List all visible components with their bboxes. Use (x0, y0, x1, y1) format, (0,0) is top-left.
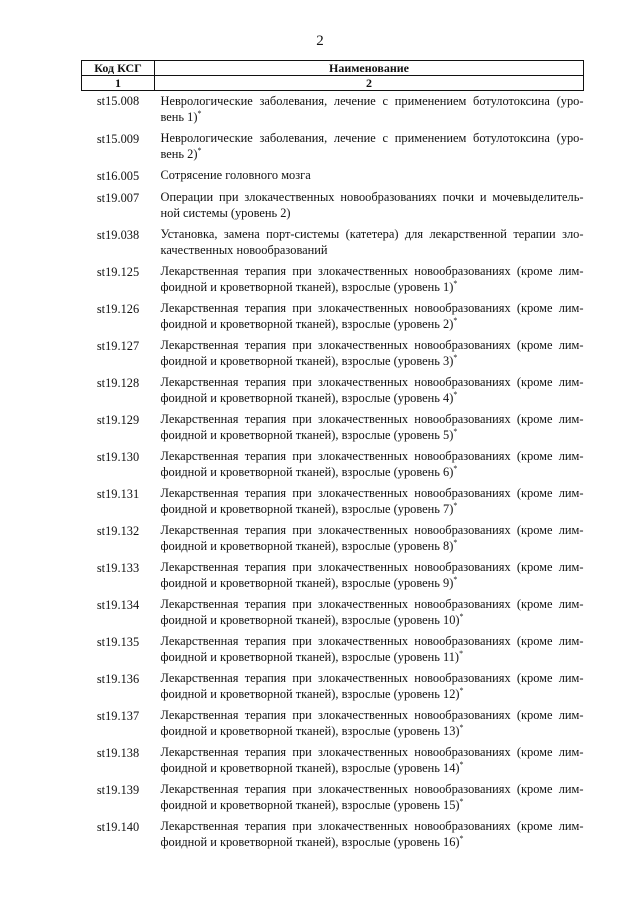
row-name: Лекарственная терапия при злокачественных новообразованиях (кроме лим-фоидной и кроветворной тканей), взрослые (уровень 1) (160, 264, 584, 294)
table-row (82, 91, 584, 131)
table-row (82, 226, 584, 263)
footnote-mark: * (459, 612, 464, 621)
footnote-mark: * (453, 538, 458, 547)
row-name-cell (155, 167, 584, 189)
footnote-mark: * (453, 390, 458, 399)
row-name: Лекарственная терапия при злокачественных новообразованиях (кроме лим-фоидной и кроветворной тканей), взрослые (уровень 2) (160, 301, 584, 331)
row-name-cell (155, 374, 584, 411)
row-name: Лекарственная терапия при злокачественных новообразованиях (кроме лим-фоидной и кроветворной тканей), взрослые (уровень 4) (160, 375, 584, 405)
table-row (82, 485, 584, 522)
row-name: Лекарственная терапия при злокачественных новообразованиях (кроме лим-фоидной и кроветворной тканей), взрослые (уровень 12) (160, 671, 584, 701)
row-code: st16.005 (96, 169, 140, 183)
footnote-mark: * (459, 797, 464, 806)
row-name: Неврологические заболевания, лечение с применением ботулотоксина (уро-вень 1) (160, 94, 584, 124)
footnote-mark: * (197, 146, 202, 155)
table-row (82, 411, 584, 448)
row-code: st19.136 (96, 672, 140, 686)
footnote-mark: * (453, 427, 458, 436)
footnote-mark: * (197, 109, 202, 118)
row-name: Сотрясение головного мозга (160, 168, 311, 182)
row-name-cell (155, 226, 584, 263)
row-name: Лекарственная терапия при злокачественных новообразованиях (кроме лим-фоидной и кроветворной тканей), взрослые (уровень 10) (160, 597, 584, 627)
footnote-mark: * (459, 723, 464, 732)
row-code: st19.137 (96, 709, 140, 723)
row-code: st19.125 (96, 265, 140, 279)
column-number-2: 2 (155, 76, 584, 91)
row-code: st19.007 (96, 191, 140, 205)
footnote-mark: * (459, 686, 464, 695)
row-name-cell (155, 522, 584, 559)
row-name-cell (155, 781, 584, 818)
row-name-cell (155, 596, 584, 633)
row-code: st19.126 (96, 302, 140, 316)
row-code: st19.140 (96, 820, 140, 834)
table-row (82, 130, 584, 167)
row-name-cell (155, 263, 584, 300)
footnote-mark: * (453, 316, 458, 325)
row-code: st19.127 (96, 339, 140, 353)
table-row (82, 167, 584, 189)
row-name-cell (155, 744, 584, 781)
row-name-cell (155, 818, 584, 855)
row-name: Лекарственная терапия при злокачественных новообразованиях (кроме лим-фоидной и кроветворной тканей), взрослые (уровень 16) (160, 819, 584, 849)
table-body (82, 91, 584, 856)
footnote-mark: * (453, 464, 458, 473)
table-row (82, 337, 584, 374)
row-name-cell (155, 189, 584, 226)
row-name: Лекарственная терапия при злокачественных новообразованиях (кроме лим-фоидной и кроветворной тканей), взрослые (уровень 8) (160, 523, 584, 553)
row-code: st19.133 (96, 561, 140, 575)
row-name-cell (155, 448, 584, 485)
row-code: st19.138 (96, 746, 140, 760)
row-name: Установка, замена порт-системы (катетера) для лекарственной терапии зло-качественных новообразований (160, 227, 584, 257)
table-row (82, 189, 584, 226)
row-code: st19.130 (96, 450, 140, 464)
footnote-mark: * (459, 760, 464, 769)
page-number: 2 (316, 33, 324, 49)
row-name-cell (155, 559, 584, 596)
row-name-cell (155, 670, 584, 707)
ksg-table (81, 60, 584, 855)
footnote-mark: * (453, 279, 458, 288)
table-row (82, 744, 584, 781)
table-row (82, 633, 584, 670)
table-header (82, 61, 584, 91)
row-name-cell (155, 411, 584, 448)
header-name: Наименование (155, 61, 584, 76)
footnote-mark: * (459, 649, 464, 658)
footnote-mark: * (453, 353, 458, 362)
row-code: st19.132 (96, 524, 140, 538)
row-name: Операции при злокачественных новообразованиях почки и мочевыделитель-ной системы (уровень 2) (160, 190, 584, 220)
table-row (82, 522, 584, 559)
footnote-mark: * (459, 834, 464, 843)
row-code: st19.135 (96, 635, 140, 649)
column-number-1: 1 (82, 76, 155, 91)
table-row (82, 707, 584, 744)
table-row (82, 781, 584, 818)
row-name: Лекарственная терапия при злокачественных новообразованиях (кроме лим-фоидной и кроветворной тканей), взрослые (уровень 6) (160, 449, 584, 479)
row-name-cell (155, 633, 584, 670)
row-name: Неврологические заболевания, лечение с применением ботулотоксина (уро-вень 2) (160, 131, 584, 161)
row-name: Лекарственная терапия при злокачественных новообразованиях (кроме лим-фоидной и кроветворной тканей), взрослые (уровень 11) (160, 634, 584, 664)
footnote-mark: * (453, 575, 458, 584)
row-name: Лекарственная терапия при злокачественных новообразованиях (кроме лим-фоидной и кроветворной тканей), взрослые (уровень 15) (160, 782, 584, 812)
row-name: Лекарственная терапия при злокачественных новообразованиях (кроме лим-фоидной и кроветворной тканей), взрослые (уровень 14) (160, 745, 584, 775)
table-row (82, 374, 584, 411)
table-row (82, 300, 584, 337)
row-name: Лекарственная терапия при злокачественных новообразованиях (кроме лим-фоидной и кроветворной тканей), взрослые (уровень 13) (160, 708, 584, 738)
row-code: st19.038 (96, 228, 140, 242)
row-name: Лекарственная терапия при злокачественных новообразованиях (кроме лим-фоидной и кроветворной тканей), взрослые (уровень 9) (160, 560, 584, 590)
row-code: st15.009 (96, 132, 140, 146)
row-code: st15.008 (96, 94, 140, 108)
row-name: Лекарственная терапия при злокачественных новообразованиях (кроме лим-фоидной и кроветворной тканей), взрослые (уровень 7) (160, 486, 584, 516)
row-code: st19.134 (96, 598, 140, 612)
row-name-cell (155, 91, 584, 131)
table-row (82, 596, 584, 633)
table-row (82, 263, 584, 300)
row-code: st19.139 (96, 783, 140, 797)
row-name: Лекарственная терапия при злокачественных новообразованиях (кроме лим-фоидной и кроветворной тканей), взрослые (уровень 5) (160, 412, 584, 442)
table-row (82, 559, 584, 596)
row-name-cell (155, 485, 584, 522)
row-name-cell (155, 707, 584, 744)
header-code: Код КСГ (82, 61, 155, 76)
footnote-mark: * (453, 501, 458, 510)
row-code: st19.128 (96, 376, 140, 390)
row-name-cell (155, 130, 584, 167)
table-row (82, 818, 584, 855)
row-name-cell (155, 337, 584, 374)
row-name-cell (155, 300, 584, 337)
table-row (82, 448, 584, 485)
row-code: st19.129 (96, 413, 140, 427)
row-code: st19.131 (96, 487, 140, 501)
row-name: Лекарственная терапия при злокачественных новообразованиях (кроме лим-фоидной и кроветворной тканей), взрослые (уровень 3) (160, 338, 584, 368)
table-row (82, 670, 584, 707)
